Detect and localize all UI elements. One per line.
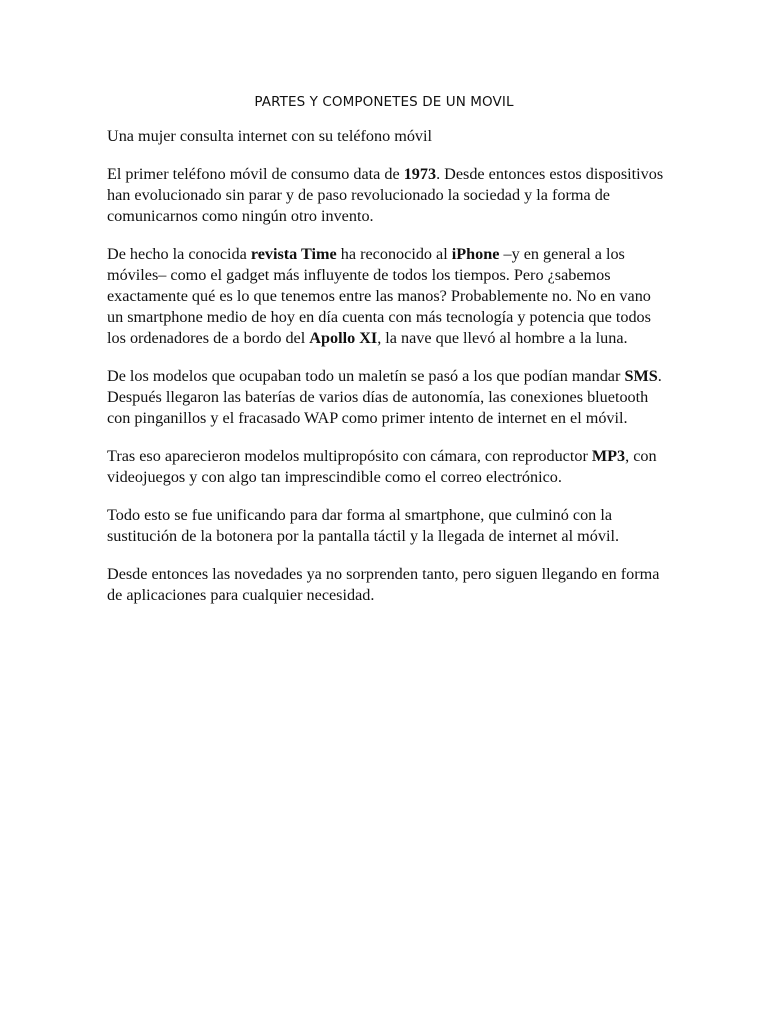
mp3-highlight: MP3 bbox=[591, 447, 626, 465]
paragraph-mp3 bbox=[107, 446, 667, 488]
paragraph-apps: Desde entonces las novedades ya no sorprenden tanto, pero siguen llegando en forma de aplicaciones para cualquier necesidad. bbox=[107, 565, 660, 604]
text-run: –y en general a los móviles– como el gadget más influyente de todos los tiempos. Pero ¿sabemos exactamente qué es lo que tenemos entre las manos? Probablemente no. No en vano un smartphone medio de hoy en día cuenta con más tecnología y potencia que todos los ordenadores de a bordo del bbox=[107, 245, 651, 347]
text-run: El primer teléfono móvil de consumo data de bbox=[107, 165, 404, 183]
text-run: ha reconocido al bbox=[336, 245, 452, 263]
paragraph-time-iphone bbox=[107, 244, 667, 349]
text-run: . Después llegaron las baterías de varios días de autonomía, las conexiones bluetooth con pinganillos y el fracasado WAP como primer intento de internet en el móvil. bbox=[107, 367, 662, 427]
text-run: , con videojuegos y con algo tan imprescindible como el correo electrónico. bbox=[107, 447, 657, 486]
year-highlight: 1973 bbox=[403, 165, 437, 183]
time-highlight: revista Time bbox=[250, 245, 337, 263]
document-body bbox=[107, 126, 667, 623]
sms-highlight: SMS bbox=[624, 367, 658, 385]
text-run: Tras eso aparecieron modelos multipropósito con cámara, con reproductor bbox=[107, 447, 592, 465]
paragraph-smartphone: Todo esto se fue unificando para dar forma al smartphone, que culminó con la sustitución de la botonera por la pantalla táctil y la llegada de internet al móvil. bbox=[107, 506, 619, 545]
document-title: PARTES Y COMPONETES DE UN MOVIL bbox=[254, 94, 514, 110]
paragraph-sms bbox=[107, 366, 667, 429]
text-run: , la nave que llevó al hombre a la luna. bbox=[377, 329, 628, 347]
text-run: De los modelos que ocupaban todo un maletín se pasó a los que podían mandar bbox=[107, 367, 625, 385]
text-run: . Desde entonces estos dispositivos han evolucionado sin parar y de paso revolucionado la sociedad y la forma de comunicarnos como ningún otro invento. bbox=[107, 165, 664, 225]
paragraph-first-phone bbox=[107, 164, 667, 227]
subtitle-paragraph: Una mujer consulta internet con su teléfono móvil bbox=[107, 127, 433, 145]
iphone-highlight: iPhone bbox=[451, 245, 500, 263]
apollo-highlight: Apollo XI bbox=[309, 329, 378, 347]
text-run: De hecho la conocida bbox=[107, 245, 251, 263]
